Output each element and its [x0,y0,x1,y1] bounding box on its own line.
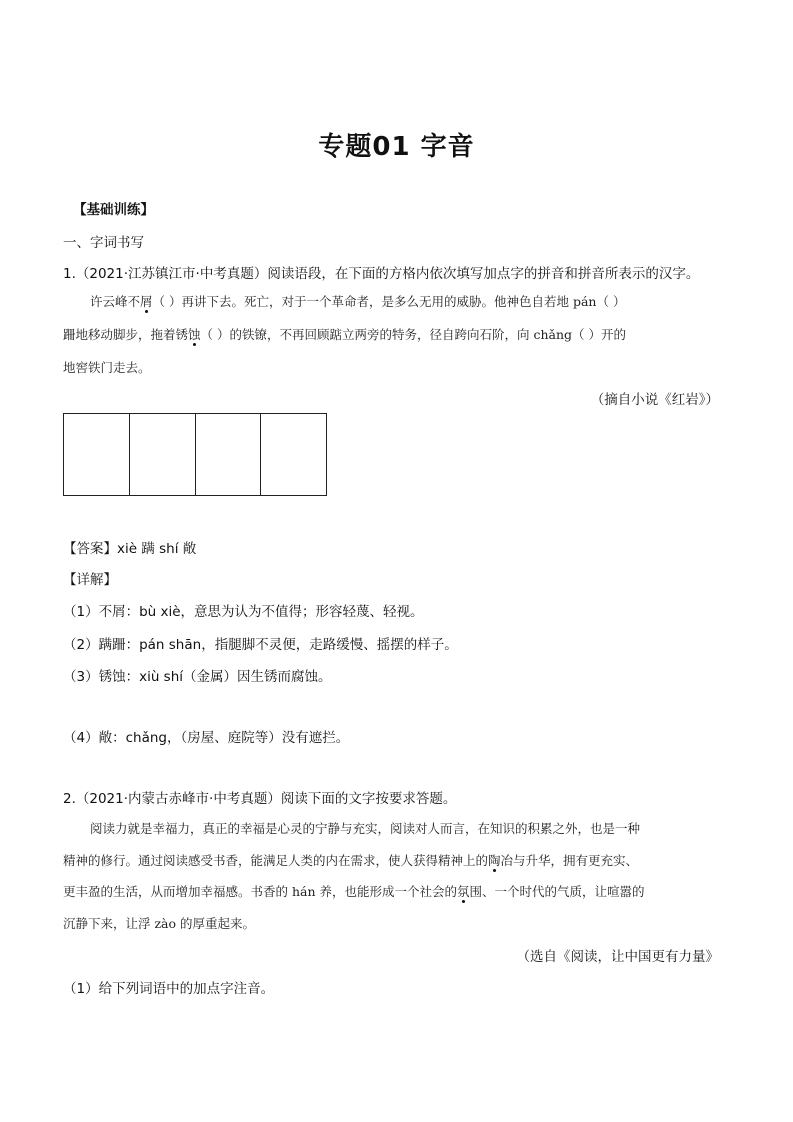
answer-cell[interactable] [261,414,326,495]
question-2-sub-1: （1）给下列词语中的加点字注音。 [63,981,275,997]
question-1-passage-line-2: 跚地移动脚步，拖着锈蚀（ ）的铁镣，不再回顾踮立两旁的特务，径自跨向石阶，向 chǎng（ ）开的 [63,327,627,342]
detail-item-2: （2）蹒跚：pán shān，指腿脚不灵便，走路缓慢、摇摆的样子。 [63,637,458,653]
dotted-char: 屑 [140,294,153,309]
dotted-char: 蚀 [188,327,201,342]
page-title: 专题01 字音 [318,132,475,162]
question-1-passage-line-1: 许云峰不屑（ ）再讲下去。死亡，对于一个革命者，是多么无用的威胁。他神色自若地 pán（ ） [90,294,626,309]
question-1-answer: 【答案】xiè 蹒 shí 敞 [63,541,197,557]
question-2-source: （选自《阅读，让中国更有力量》 [516,949,719,965]
question-2-passage-line-2: 精神的修行。通过阅读感受书香，能满足人类的内在需求，使人获得精神上的陶冶与升华，拥有更充实、 [63,853,639,868]
dotted-char: 陶 [488,853,501,868]
question-2-stem: 2.（2021·内蒙古赤峰市·中考真题）阅读下面的文字按要求答题。 [63,791,457,807]
section-label: 【基础训练】 [73,202,154,218]
question-2-passage-line-4: 沉静下来，让浮 zào 的厚重起来。 [63,916,256,931]
question-1-passage-line-3: 地窖铁门走去。 [63,360,151,375]
question-1-stem: 1.（2021·江苏镇江市·中考真题）阅读语段，在下面的方格内依次填写加点字的拼音和拼音所表示的汉字。 [63,266,700,282]
detail-item-4: （4）敞：chǎng，（房屋、庭院等）没有遮拦。 [63,730,350,746]
answer-cell[interactable] [64,414,130,495]
question-2-passage-line-3: 更丰盈的生活，从而增加幸福感。书香的 hán 养，也能形成一个社会的氛围、一个时代的气质，让喧嚣的 [63,884,645,899]
question-1-source: （摘自小说《红岩》） [590,392,719,408]
detail-label: 【详解】 [63,572,117,588]
detail-item-3: （3）锈蚀：xiù shí（金属）因生锈而腐蚀。 [63,669,332,685]
dotted-char: 氛 [457,884,470,899]
answer-grid[interactable] [63,413,327,496]
answer-cell[interactable] [130,414,196,495]
detail-item-1: （1）不屑：bù xiè，意思为认为不值得；形容轻蔑、轻视。 [63,604,424,620]
subsection-heading: 一、字词书写 [63,235,144,251]
answer-cell[interactable] [196,414,262,495]
question-2-passage-line-1: 阅读力就是幸福力，真正的幸福是心灵的宁静与充实，阅读对人而言，在知识的积累之外，也是一种 [90,821,641,836]
